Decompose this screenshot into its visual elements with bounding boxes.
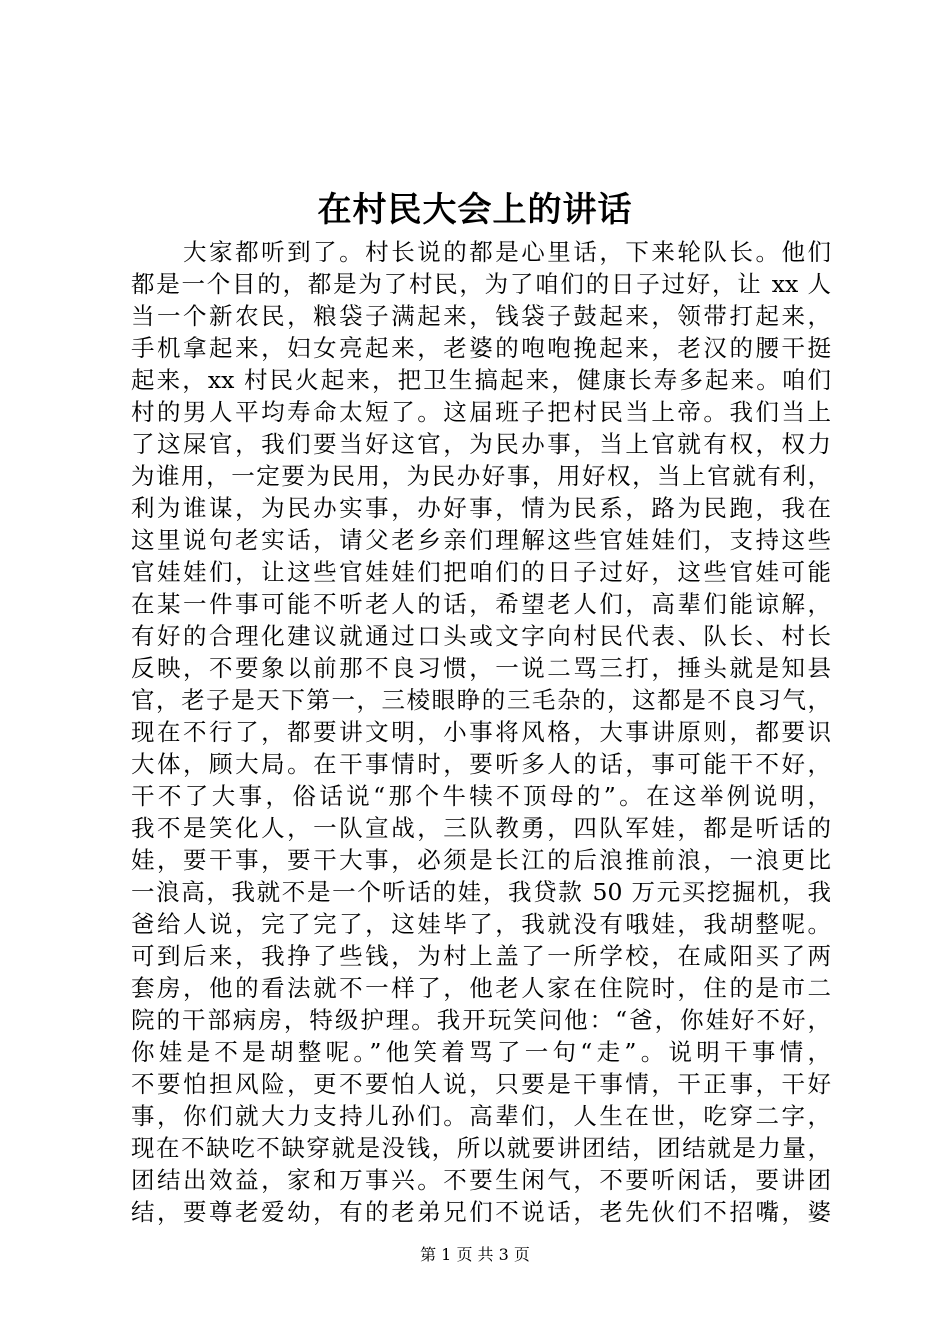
body-line-24: 套房，他的看法就不一样了，他老人家在住院时，住的是市二: [131, 974, 831, 1002]
document-title: 在村民大会上的讲话: [317, 190, 633, 230]
page-footer: 第 1 页 共 3 页: [420, 1245, 530, 1264]
body-line-6: 村的男人平均寿命太短了。这届班子把村民当上帝。我们当上: [131, 398, 831, 426]
body-line-31: 结，要尊老爱幼，有的老弟兄们不说话，老先伙们不招嘴，婆: [131, 1198, 831, 1226]
body-line-19: 我不是笑化人，一队宣战，三队教勇，四队军娃，都是听话的: [131, 814, 831, 842]
document-body: [131, 236, 831, 1228]
body-line-11: 官娃娃们，让这些官娃娃们把咱们的日子过好，这些官娃可能: [131, 558, 831, 586]
body-line-3: 当一个新农民，粮袋子满起来，钱袋子鼓起来，领带打起来，: [131, 302, 831, 330]
body-line-12: 在某一件事可能不听老人的话，希望老人们，高辈们能谅解，: [131, 590, 831, 618]
body-line-9: 利为谁谋，为民办实事，办好事，情为民系，路为民跑，我在: [131, 494, 831, 522]
body-line-23: 可到后来，我挣了些钱，为村上盖了一所学校，在咸阳买了两: [131, 942, 831, 970]
body-line-2: 都是一个目的，都是为了村民，为了咱们的日子过好，让 xx 人: [131, 270, 831, 298]
body-line-1: 大家都听到了。村长说的都是心里话，下来轮队长。他们: [131, 238, 831, 266]
body-line-14: 反映，不要象以前那不良习惯，一说二骂三打，捶头就是知县: [131, 654, 831, 682]
body-line-10: 这里说句老实话，请父老乡亲们理解这些官娃娃们，支持这些: [131, 526, 831, 554]
body-line-16: 现在不行了，都要讲文明，小事将风格，大事讲原则，都要识: [131, 718, 831, 746]
body-line-8: 为谁用，一定要为民用，为民办好事，用好权，当上官就有利，: [131, 462, 831, 490]
body-line-13: 有好的合理化建议就通过口头或文字向村民代表、队长、村长: [131, 622, 831, 650]
body-line-5: 起来，xx 村民火起来，把卫生搞起来，健康长寿多起来。咱们: [131, 366, 831, 394]
body-line-7: 了这屎官，我们要当好这官，为民办事，当上官就有权，权力: [131, 430, 831, 458]
body-line-27: 不要怕担风险，更不要怕人说，只要是干事情，干正事，干好: [131, 1070, 831, 1098]
body-line-21: 一浪高，我就不是一个听话的娃，我贷款 50 万元买挖掘机，我: [131, 878, 831, 906]
body-line-17: 大体，顾大局。在干事情时，要听多人的话，事可能干不好，: [131, 750, 831, 778]
body-line-4: 手机拿起来，妇女亮起来，老婆的咆咆挽起来，老汉的腰干挺: [131, 334, 831, 362]
body-line-28: 事，你们就大力支持儿孙们。高辈们，人生在世，吃穿二字，: [131, 1102, 831, 1130]
body-line-18: 干不了大事，俗话说“那个牛犊不顶母的”。在这举例说明，: [131, 782, 831, 810]
body-line-15: 官，老子是天下第一，三棱眼睁的三毛杂的，这都是不良习气，: [131, 686, 831, 714]
body-line-26: 你娃是不是胡整呢。”他笑着骂了一句“走”。说明干事情，: [131, 1038, 831, 1066]
body-line-25: 院的干部病房，特级护理。我开玩笑问他：“爸，你娃好不好，: [131, 1006, 831, 1034]
body-line-29: 现在不缺吃不缺穿就是没钱，所以就要讲团结，团结就是力量，: [131, 1134, 831, 1162]
body-line-20: 娃，要干事，要干大事，必须是长江的后浪推前浪，一浪更比: [131, 846, 831, 874]
body-line-30: 团结出效益，家和万事兴。不要生闲气，不要听闲话，要讲团: [131, 1166, 831, 1194]
body-line-22: 爸给人说，完了完了，这娃毕了，我就没有哦娃，我胡整呢。: [131, 910, 831, 938]
